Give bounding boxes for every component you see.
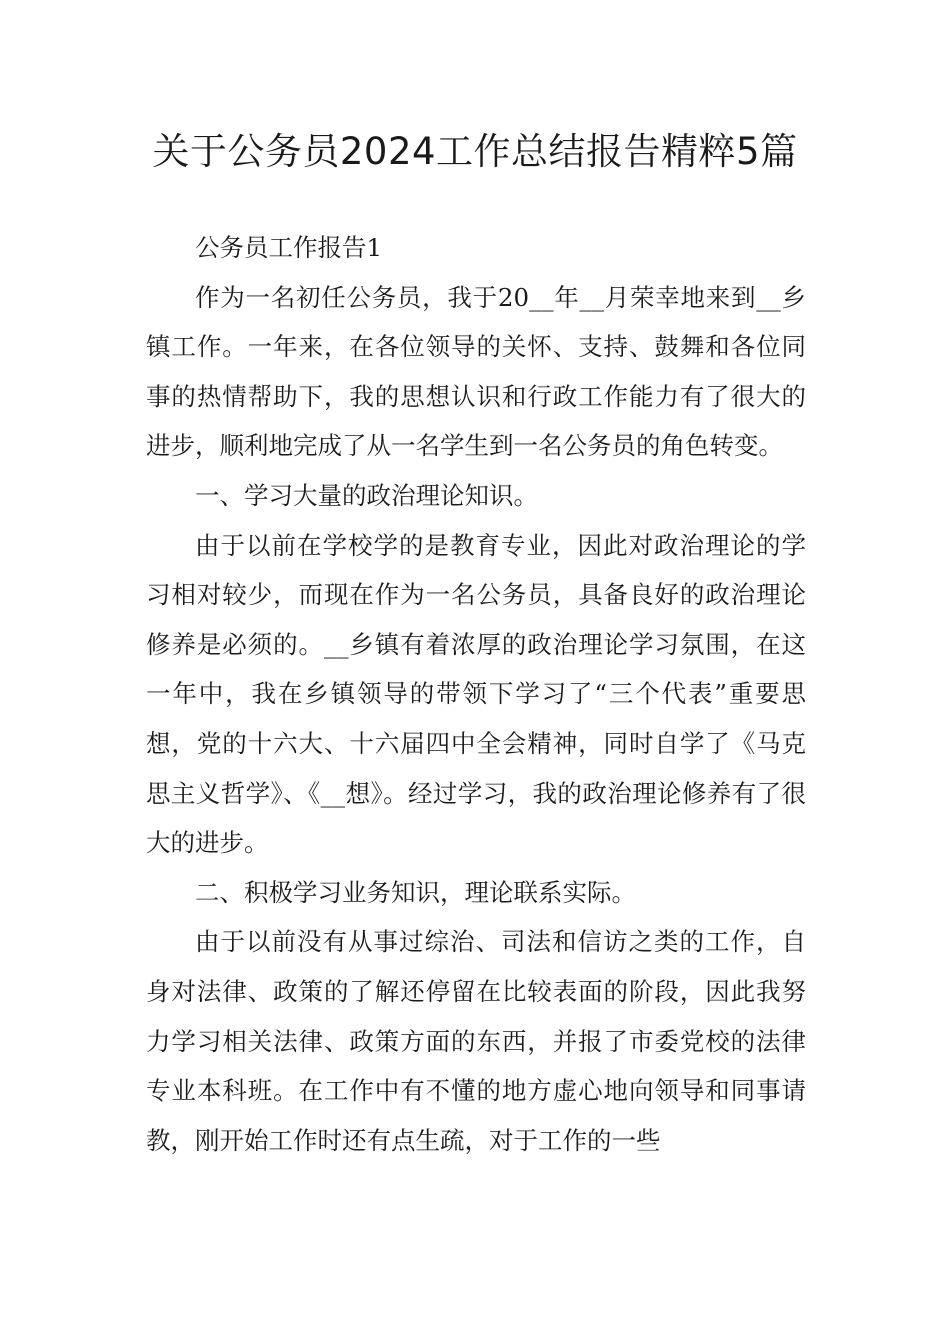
section-heading: 一、学习大量的政治理论知识。: [195, 480, 538, 510]
body-paragraph: 由于以前没有从事过综治、司法和信访之类的工作，自身对法律、政策的了解还停留在比较表面的阶段，因此我努力学习相关法律、政策方面的东西，并报了市委党校的法律专业本科班。在工作中有不懂的地方虚心地向领导和同事请教，刚开始工作时还有点生疏，对于工作的一些: [146, 927, 806, 1155]
section-heading: 二、积极学习业务知识，理论联系实际。: [195, 877, 636, 907]
section-heading: 公务员工作报告1: [195, 233, 383, 262]
document-body: [146, 223, 806, 1165]
body-paragraph: 作为一名初任公务员，我于20__年__月荣幸地来到__乡镇工作。一年来，在各位领导的关怀、支持、鼓舞和各位同事的热情帮助下，我的思想认识和行政工作能力有了很大的进步，顺利地完成了从一名学生到一名公务员的角色转变。: [146, 282, 806, 461]
document-title: 关于公务员2024工作总结报告精粹5篇: [152, 130, 798, 173]
body-paragraph: 由于以前在学校学的是教育专业，因此对政治理论的学习相对较少，而现在作为一名公务员，具备良好的政治理论修养是必须的。__乡镇有着浓厚的政治理论学习氛围，在这一年中，我在乡镇领导的带领下学习了“三个代表”重要思想，党的十六大、十六届四中全会精神，同时自学了《马克思主义哲学》、《__想》。经过学习，我的政治理论修养有了很大的进步。: [146, 530, 806, 858]
